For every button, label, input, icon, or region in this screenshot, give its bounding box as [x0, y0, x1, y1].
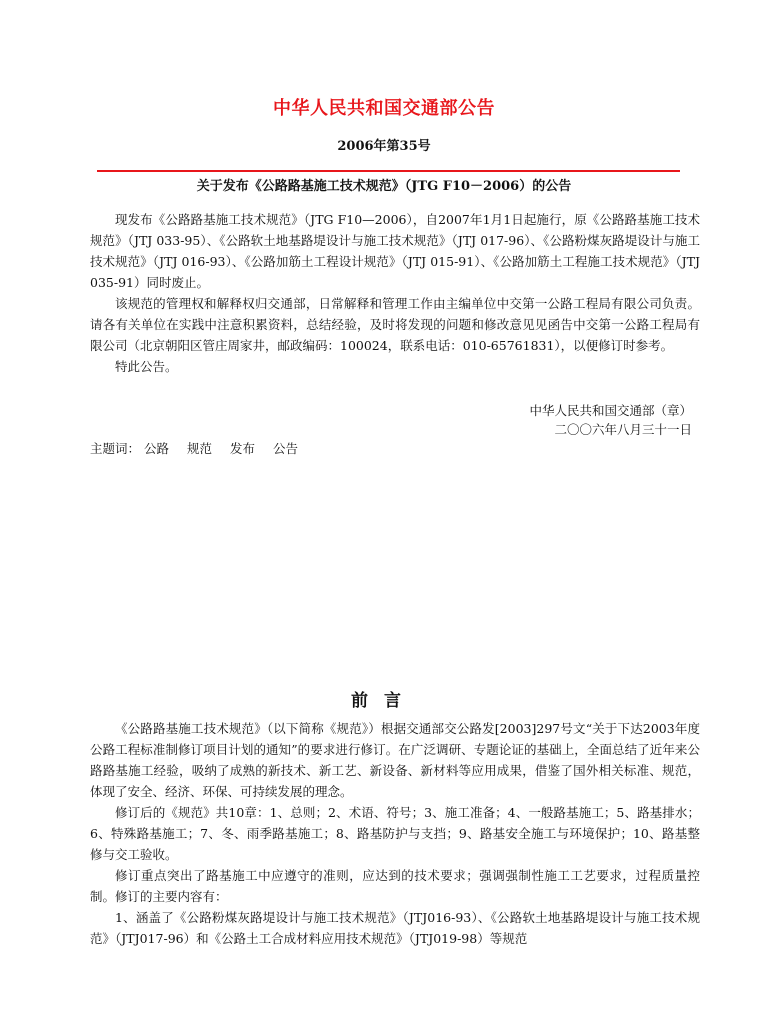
- announcement-body: [90, 209, 700, 377]
- announcement-subject: 关于发布《公路路基施工技术规范》（JTG F10－2006）的公告: [196, 179, 572, 194]
- preface-body: [90, 718, 700, 949]
- keywords-label: 主题词：: [90, 441, 141, 456]
- announcement-title: 中华人民共和国交通部公告: [273, 98, 495, 119]
- keyword: 公告: [273, 441, 299, 456]
- body-paragraph: 特此公告。: [115, 359, 178, 374]
- preface-paragraph: 修订重点突出了路基施工中应遵守的准则，应达到的技术要求；强调强制性施工工艺要求，过程质量控制。修订的主要内容有：: [90, 868, 700, 904]
- signature-org: 中华人民共和国交通部（章）: [529, 403, 692, 418]
- announcement-number: 2006年第35号: [337, 139, 431, 154]
- preface-paragraph: 1、涵盖了《公路粉煤灰路堤设计与施工技术规范》（JTJ016-93）、《公路软土地基路堤设计与施工技术规范》（JTJ017-96）和《公路土工合成材料应用技术规范》（JTJ019-98）等规范: [90, 910, 700, 946]
- keyword: 发布: [230, 441, 256, 456]
- preface-heading: 前言: [351, 691, 417, 711]
- signature-date: 二〇〇六年八月三十一日: [554, 422, 692, 437]
- red-divider: [97, 170, 680, 172]
- body-paragraph: 现发布《公路路基施工技术规范》（JTG F10—2006），自2007年1月1日起施行，原《公路路基施工技术规范》（JTJ 033-95）、《公路软土地基路堤设计与施工技术规范》（JTJ 017-96）、《公路粉煤灰路堤设计与施工技术规范》（JTJ 016-93）、《公路加筋土工程设计规范》（JTJ 015-91）、《公路加筋土工程施工技术规范》（JTJ 035-91）同时废止。: [90, 212, 700, 290]
- body-paragraph: 该规范的管理权和解释权归交通部，日常解释和管理工作由主编单位中交第一公路工程局有限公司负责。请各有关单位在实践中注意积累资料，总结经验，及时将发现的问题和修改意见见函告中交第一公路工程局有限公司（北京朝阳区管庄周家井，邮政编码：100024，联系电话：010-65761831），以便修订时参考。: [90, 296, 700, 353]
- preface-paragraph: 修订后的《规范》共10章：1、总则；2、术语、符号；3、施工准备；4、一般路基施工；5、路基排水；6、特殊路基施工；7、冬、雨季路基施工；8、路基防护与支挡；9、路基安全施工与环境保护；10、路基整修与交工验收。: [90, 805, 700, 862]
- keyword: 公路: [144, 441, 170, 456]
- keywords-line: [90, 439, 312, 457]
- preface-paragraph: 《公路路基施工技术规范》（以下简称《规范》）根据交通部交公路发[2003]297号文“关于下达2003年度公路工程标准制修订项目计划的通知”的要求进行修订。在广泛调研、专题论证的基础上，全面总结了近年来公路路基施工经验，吸纳了成熟的新技术、新工艺、新设备、新材料等应用成果，借鉴了国外相关标准、规范，体现了安全、经济、环保、可持续发展的理念。: [90, 721, 700, 799]
- keyword: 规范: [187, 441, 213, 456]
